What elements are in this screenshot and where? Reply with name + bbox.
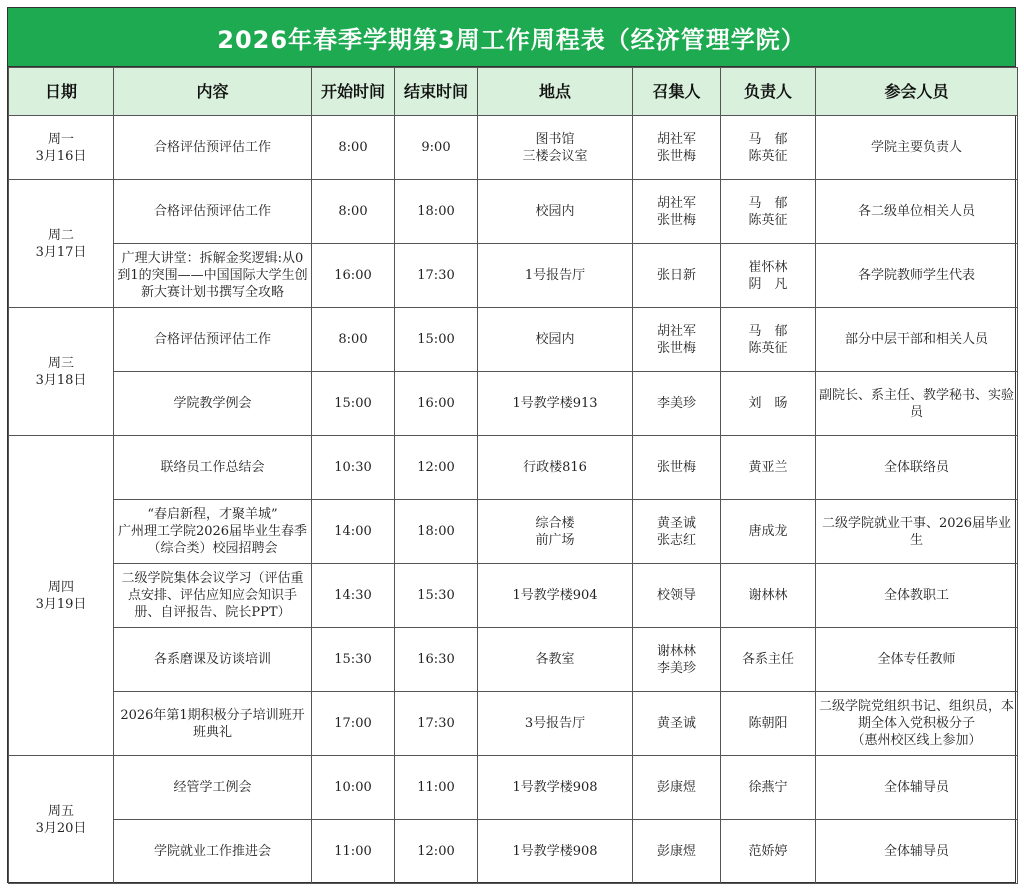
owner-cell: 谢林林 [721, 564, 816, 628]
event-content-cell: 学院教学例会 [114, 372, 312, 436]
schedule-body [9, 116, 1018, 884]
table-row [9, 756, 1018, 820]
convener-cell: 黄圣诚 张志红 [633, 500, 721, 564]
place-cell: 3号报告厅 [478, 692, 633, 756]
start-time-cell: 16:00 [312, 244, 395, 308]
end-time-cell: 16:30 [395, 628, 478, 692]
end-time-cell: 12:00 [395, 820, 478, 884]
attendees-cell: 全体教职工 [816, 564, 1018, 628]
event-content-cell: 合格评估预评估工作 [114, 308, 312, 372]
convener-cell: 彭康煜 [633, 820, 721, 884]
table-row [9, 116, 1018, 180]
attendees-cell: 部分中层干部和相关人员 [816, 308, 1018, 372]
header-attendees: 参会人员 [816, 68, 1018, 116]
end-time-cell: 11:00 [395, 756, 478, 820]
start-time-cell: 10:00 [312, 756, 395, 820]
event-content-cell: 合格评估预评估工作 [114, 180, 312, 244]
place-cell: 图书馆 三楼会议室 [478, 116, 633, 180]
convener-cell: 黄圣诚 [633, 692, 721, 756]
start-time-cell: 8:00 [312, 116, 395, 180]
owner-cell: 范娇婷 [721, 820, 816, 884]
owner-cell: 刘 旸 [721, 372, 816, 436]
place-cell: 1号报告厅 [478, 244, 633, 308]
event-content-cell: 经管学工例会 [114, 756, 312, 820]
attendees-cell: 副院长、系主任、教学秘书、实验员 [816, 372, 1018, 436]
end-time-cell: 17:30 [395, 692, 478, 756]
table-row [9, 180, 1018, 244]
place-cell: 1号教学楼904 [478, 564, 633, 628]
end-time-cell: 15:30 [395, 564, 478, 628]
event-content-cell: 合格评估预评估工作 [114, 116, 312, 180]
owner-cell: 马 郁 陈英征 [721, 116, 816, 180]
attendees-cell: 全体辅导员 [816, 756, 1018, 820]
end-time-cell: 17:30 [395, 244, 478, 308]
event-content-cell: 2026年第1期积极分子培训班开班典礼 [114, 692, 312, 756]
convener-cell: 谢林林 李美珍 [633, 628, 721, 692]
attendees-cell: 各学院教师学生代表 [816, 244, 1018, 308]
place-cell: 校园内 [478, 180, 633, 244]
convener-cell: 李美珍 [633, 372, 721, 436]
header-content: 内容 [114, 68, 312, 116]
place-cell: 行政楼816 [478, 436, 633, 500]
day-cell: 周四 3月19日 [9, 436, 114, 756]
start-time-cell: 14:30 [312, 564, 395, 628]
place-cell: 综合楼 前广场 [478, 500, 633, 564]
table-row [9, 820, 1018, 884]
event-content-cell: 广理大讲堂：拆解金奖逻辑:从0到1的突围——中国国际大学生创新大赛计划书撰写全攻略 [114, 244, 312, 308]
end-time-cell: 16:00 [395, 372, 478, 436]
owner-cell: 唐成龙 [721, 500, 816, 564]
end-time-cell: 12:00 [395, 436, 478, 500]
end-time-cell: 18:00 [395, 500, 478, 564]
end-time-cell: 18:00 [395, 180, 478, 244]
header-convener: 召集人 [633, 68, 721, 116]
table-row [9, 372, 1018, 436]
convener-cell: 张世梅 [633, 436, 721, 500]
table-row [9, 436, 1018, 500]
convener-cell: 胡社军 张世梅 [633, 308, 721, 372]
owner-cell: 陈朝阳 [721, 692, 816, 756]
convener-cell: 校领导 [633, 564, 721, 628]
page-title: 2026年春季学期第3周工作周程表（经济管理学院） [8, 8, 1015, 67]
schedule-table [8, 67, 1018, 884]
table-row [9, 692, 1018, 756]
end-time-cell: 9:00 [395, 116, 478, 180]
table-row [9, 628, 1018, 692]
attendees-cell: 全体辅导员 [816, 820, 1018, 884]
table-row [9, 244, 1018, 308]
attendees-cell: 二级学院党组织书记、组织员，本期全体入党积极分子 （惠州校区线上参加） [816, 692, 1018, 756]
event-content-cell: 各系磨课及访谈培训 [114, 628, 312, 692]
owner-cell: 徐燕宁 [721, 756, 816, 820]
header-place: 地点 [478, 68, 633, 116]
attendees-cell: 全体专任教师 [816, 628, 1018, 692]
owner-cell: 各系主任 [721, 628, 816, 692]
table-row [9, 500, 1018, 564]
day-cell: 周三 3月18日 [9, 308, 114, 436]
header-row [9, 68, 1018, 116]
convener-cell: 彭康煜 [633, 756, 721, 820]
attendees-cell: 各二级单位相关人员 [816, 180, 1018, 244]
convener-cell: 胡社军 张世梅 [633, 180, 721, 244]
start-time-cell: 15:30 [312, 628, 395, 692]
start-time-cell: 8:00 [312, 308, 395, 372]
place-cell: 1号教学楼913 [478, 372, 633, 436]
attendees-cell: 二级学院就业干事、2026届毕业生 [816, 500, 1018, 564]
table-row [9, 564, 1018, 628]
place-cell: 1号教学楼908 [478, 820, 633, 884]
event-content-cell: 二级学院集体会议学习（评估重点安排、评估应知应会知识手册、自评报告、院长PPT） [114, 564, 312, 628]
header-start-time: 开始时间 [312, 68, 395, 116]
header-end-time: 结束时间 [395, 68, 478, 116]
attendees-cell: 学院主要负责人 [816, 116, 1018, 180]
start-time-cell: 11:00 [312, 820, 395, 884]
end-time-cell: 15:00 [395, 308, 478, 372]
table-row [9, 308, 1018, 372]
convener-cell: 张日新 [633, 244, 721, 308]
owner-cell: 马 郁 陈英征 [721, 180, 816, 244]
place-cell: 校园内 [478, 308, 633, 372]
day-cell: 周二 3月17日 [9, 180, 114, 308]
event-content-cell: 学院就业工作推进会 [114, 820, 312, 884]
start-time-cell: 14:00 [312, 500, 395, 564]
start-time-cell: 8:00 [312, 180, 395, 244]
place-cell: 各教室 [478, 628, 633, 692]
owner-cell: 马 郁 陈英征 [721, 308, 816, 372]
start-time-cell: 15:00 [312, 372, 395, 436]
header-owner: 负责人 [721, 68, 816, 116]
place-cell: 1号教学楼908 [478, 756, 633, 820]
start-time-cell: 10:30 [312, 436, 395, 500]
event-content-cell: “春启新程，才聚羊城” 广州理工学院2026届毕业生春季（综合类）校园招聘会 [114, 500, 312, 564]
convener-cell: 胡社军 张世梅 [633, 116, 721, 180]
day-cell: 周一 3月16日 [9, 116, 114, 180]
event-content-cell: 联络员工作总结会 [114, 436, 312, 500]
owner-cell: 崔怀林 阴 凡 [721, 244, 816, 308]
day-cell: 周五 3月20日 [9, 756, 114, 884]
owner-cell: 黄亚兰 [721, 436, 816, 500]
start-time-cell: 17:00 [312, 692, 395, 756]
attendees-cell: 全体联络员 [816, 436, 1018, 500]
schedule-sheet [7, 7, 1016, 883]
header-date: 日期 [9, 68, 114, 116]
